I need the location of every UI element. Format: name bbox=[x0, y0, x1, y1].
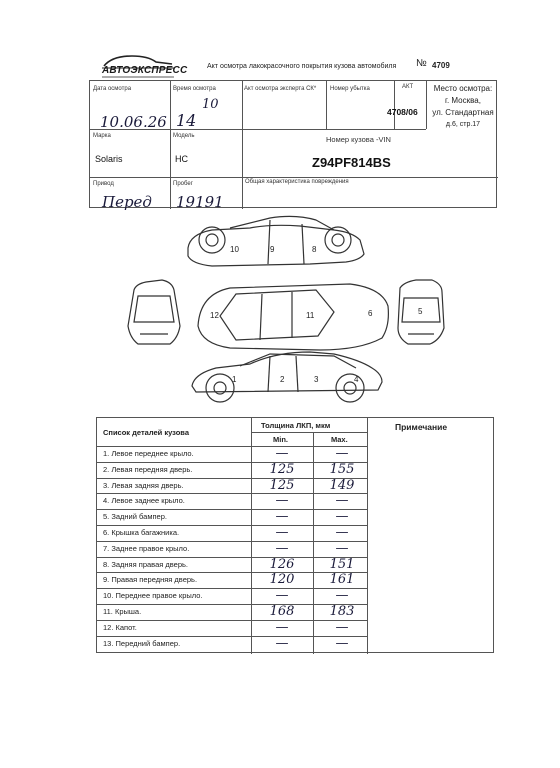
expert-act-label: Акт осмотра эксперта СК* bbox=[244, 86, 317, 92]
thickness-min: — bbox=[275, 525, 289, 540]
time-minutes: 10 bbox=[202, 97, 219, 112]
thickness-max: — bbox=[335, 525, 349, 540]
time-label: Время осмотра bbox=[173, 86, 216, 92]
zone-label-4: 4 bbox=[354, 375, 359, 384]
thickness-min: — bbox=[275, 540, 289, 556]
zone-label-3: 3 bbox=[314, 375, 319, 384]
zone-label-2: 2 bbox=[280, 375, 285, 384]
zone-label-5: 5 bbox=[418, 307, 423, 316]
part-name: 11. Крыша. bbox=[103, 607, 142, 616]
place-line-3: д.6, стр.17 bbox=[445, 121, 481, 128]
part-name: 6. Крышка багажника. bbox=[103, 528, 180, 537]
thickness-min: 168 bbox=[269, 604, 295, 619]
col-thickness-header: Толщина ЛКП, мкм bbox=[261, 421, 331, 430]
thickness-min: — bbox=[275, 619, 289, 635]
part-name: 12. Капот. bbox=[103, 622, 137, 632]
table-row bbox=[97, 541, 367, 557]
thickness-min: 125 bbox=[269, 477, 295, 493]
thickness-min: — bbox=[275, 493, 289, 509]
part-name: 9. Правая передняя дверь. bbox=[103, 575, 198, 585]
part-name: 13. Передний бампер. bbox=[103, 638, 181, 648]
thickness-min: — bbox=[275, 446, 289, 461]
zone-label-8: 8 bbox=[312, 245, 317, 254]
table-row bbox=[97, 588, 367, 604]
table-row bbox=[97, 572, 367, 588]
col-parts-header: Список деталей кузова bbox=[103, 428, 189, 437]
thickness-min: 126 bbox=[269, 556, 295, 572]
table-row bbox=[97, 446, 367, 462]
thickness-min: 125 bbox=[269, 461, 295, 477]
part-name: 3. Левая задняя дверь. bbox=[103, 480, 184, 490]
drive-value: Перед bbox=[102, 193, 152, 211]
make-value: Solaris bbox=[95, 154, 123, 164]
table-row bbox=[97, 604, 367, 620]
thickness-max: 151 bbox=[329, 556, 355, 572]
model-value: HC bbox=[175, 154, 188, 164]
thickness-max: — bbox=[335, 493, 349, 509]
col-min-header: Min. bbox=[273, 435, 288, 444]
time-hours: 14 bbox=[176, 111, 197, 130]
thickness-min: — bbox=[275, 588, 289, 604]
thickness-max: 149 bbox=[329, 477, 355, 493]
thickness-min: — bbox=[275, 635, 289, 651]
zone-label-12: 12 bbox=[210, 311, 219, 320]
number-sign: № bbox=[416, 58, 427, 69]
table-row bbox=[97, 462, 367, 478]
part-name: 1. Левое переднее крыло. bbox=[103, 449, 194, 458]
document-title: Акт осмотра лакокрасочного покрытия кузова автомобиля bbox=[207, 63, 397, 70]
table-row bbox=[97, 478, 367, 494]
model-label: Модель bbox=[173, 133, 195, 139]
thickness-max: — bbox=[335, 446, 349, 461]
inspection-form bbox=[89, 80, 497, 211]
table-row bbox=[97, 493, 367, 509]
thickness-max: — bbox=[335, 540, 349, 556]
place-line-1: г. Москва, bbox=[445, 96, 481, 105]
act-value: 4708/06 bbox=[387, 107, 418, 117]
table-row bbox=[97, 557, 367, 573]
table-row bbox=[97, 636, 367, 652]
thickness-max: — bbox=[335, 635, 349, 651]
thickness-max: — bbox=[335, 619, 349, 635]
zone-label-10: 10 bbox=[230, 245, 239, 254]
zone-label-1: 1 bbox=[232, 375, 237, 384]
car-damage-diagram bbox=[120, 210, 450, 410]
part-name: 7. Заднее правое крыло. bbox=[103, 543, 190, 553]
thickness-max: — bbox=[335, 509, 349, 525]
loss-number-label: Номер убытка bbox=[330, 86, 370, 92]
part-name: 2. Левая передняя дверь. bbox=[103, 464, 193, 474]
make-label: Марка bbox=[93, 133, 111, 139]
zone-label-11: 11 bbox=[306, 311, 315, 320]
vin-value: Z94PF814BS bbox=[312, 155, 391, 170]
thickness-min: 120 bbox=[269, 572, 295, 588]
parts-thickness-table bbox=[96, 417, 494, 653]
thickness-max: 183 bbox=[329, 604, 355, 619]
place-line-2: ул. Стандартная bbox=[432, 108, 494, 117]
col-max-header: Max. bbox=[331, 435, 348, 444]
date-label: Дата осмотра bbox=[93, 86, 132, 92]
thickness-max: — bbox=[335, 588, 349, 604]
part-name: 5. Задний бампер. bbox=[103, 512, 167, 522]
mileage-label: Пробег bbox=[173, 181, 193, 187]
thickness-max: 155 bbox=[329, 461, 355, 477]
act-label: АКТ bbox=[402, 84, 414, 90]
table-row bbox=[97, 620, 367, 636]
thickness-min: — bbox=[275, 509, 289, 525]
zone-label-9: 9 bbox=[270, 245, 275, 254]
mileage-value: 19191 bbox=[176, 193, 224, 211]
part-name: 8. Задняя правая дверь. bbox=[103, 559, 188, 569]
logo-text: АВТОЭКСПРЕСС bbox=[102, 65, 188, 76]
drive-label: Привод bbox=[93, 181, 114, 187]
damage-label: Общая характеристика повреждения bbox=[245, 179, 349, 185]
document-number: 4709 bbox=[432, 61, 450, 70]
table-row bbox=[97, 509, 367, 525]
place-label: Место осмотра: bbox=[433, 84, 493, 93]
zone-label-6: 6 bbox=[368, 309, 373, 318]
date-value: 10.06.26 bbox=[100, 113, 167, 131]
part-name: 10. Переднее правое крыло. bbox=[103, 591, 203, 601]
vin-label: Номер кузова -VIN bbox=[326, 135, 391, 144]
col-note-header: Примечание bbox=[395, 422, 448, 432]
table-row bbox=[97, 525, 367, 541]
thickness-max: 161 bbox=[329, 572, 355, 588]
part-name: 4. Левое заднее крыло. bbox=[103, 496, 185, 506]
